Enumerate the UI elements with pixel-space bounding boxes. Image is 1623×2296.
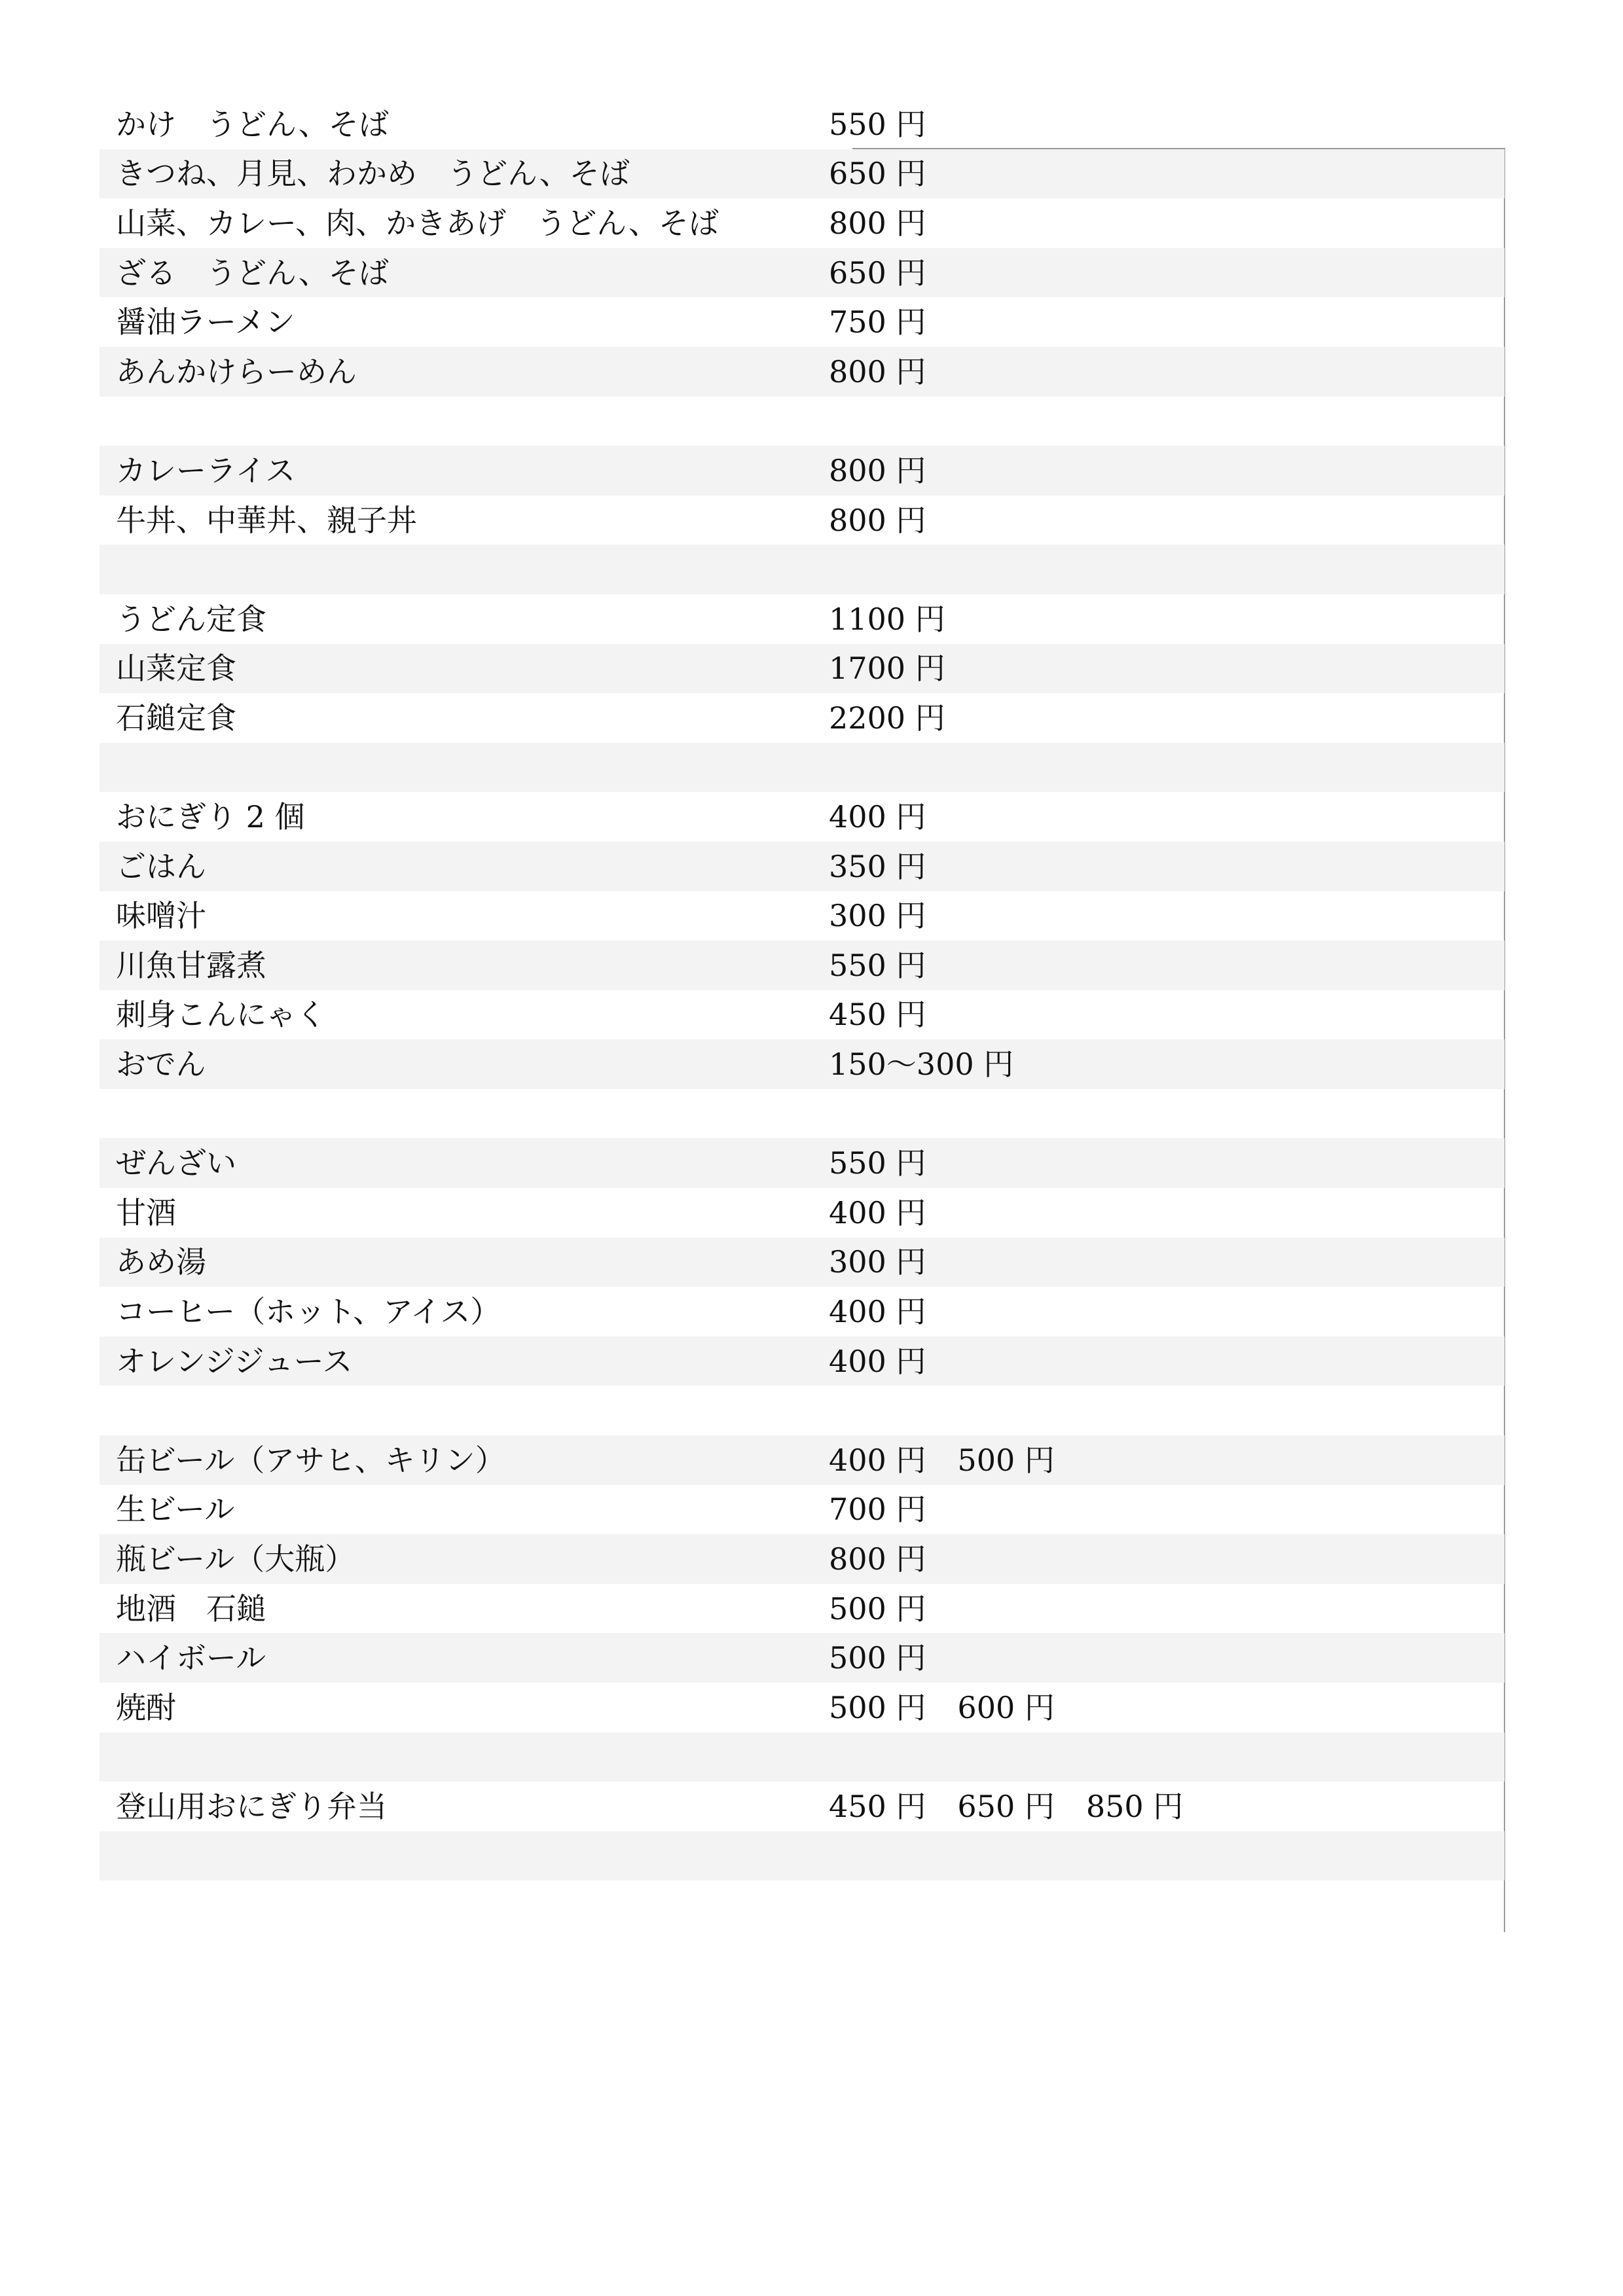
menu-item-price: 400 円 <box>829 1294 926 1330</box>
menu-item-name: ごはん <box>116 848 206 884</box>
menu-item-price: 650 円 <box>829 156 926 192</box>
menu-item-prices <box>829 1145 957 1181</box>
menu-item-name: 登山用おにぎり弁当 <box>116 1788 387 1824</box>
menu-item-name: 缶ビール（アサヒ、キリン） <box>116 1442 505 1478</box>
menu-blank-row <box>100 397 1504 446</box>
menu-item-prices <box>829 502 957 538</box>
menu-item-price: 550 円 <box>829 106 926 142</box>
menu-item-name: 牛丼、中華丼、親子丼 <box>116 502 417 538</box>
menu-blank-row <box>100 1831 1504 1881</box>
menu-item-price: 600 円 <box>957 1689 1055 1725</box>
menu-item-name: 生ビール <box>116 1492 235 1528</box>
menu-blank-row <box>100 1089 1504 1139</box>
menu-row <box>100 1683 1504 1732</box>
menu-row <box>100 99 1504 149</box>
menu-item-price: 700 円 <box>829 1492 926 1528</box>
menu-row <box>100 1534 1504 1584</box>
menu-item-price: 500 円 <box>829 1689 926 1725</box>
menu-row <box>100 1287 1504 1336</box>
menu-item-name: あめ湯 <box>116 1244 206 1280</box>
menu-row <box>100 842 1504 891</box>
menu-row <box>100 594 1504 644</box>
menu-item-prices <box>829 1343 957 1379</box>
menu-item-price: 1700 円 <box>829 651 945 687</box>
menu-item-name: 川魚甘露煮 <box>116 947 266 983</box>
menu-row <box>100 693 1504 743</box>
menu-item-price: 450 円 <box>829 1788 926 1824</box>
menu-item-price: 400 円 <box>829 1343 926 1379</box>
menu-item-prices <box>829 1047 1045 1083</box>
menu-item-price: 850 円 <box>1085 1788 1184 1824</box>
menu-item-price: 800 円 <box>829 353 926 389</box>
menu-item-name: 味噌汁 <box>116 898 206 934</box>
menu-item-prices <box>829 1640 957 1676</box>
menu-item-name: 焼酎 <box>116 1689 176 1725</box>
menu-item-name: かけ うどん、そば <box>116 106 389 142</box>
menu-row <box>100 644 1504 694</box>
menu-item-prices <box>829 353 957 389</box>
menu-item-price: 300 円 <box>829 898 926 934</box>
menu-item-price: 400 円 <box>829 1442 926 1478</box>
menu-item-price: 550 円 <box>829 1145 926 1181</box>
menu-row <box>100 1633 1504 1683</box>
menu-item-name: オレンジジュース <box>116 1343 353 1379</box>
menu-price-table <box>100 99 1504 1880</box>
menu-item-price: 800 円 <box>829 1541 926 1577</box>
menu-row <box>100 1584 1504 1634</box>
menu-item-name: カレーライス <box>116 452 296 488</box>
menu-item-price: 650 円 <box>957 1788 1055 1824</box>
menu-item-prices <box>829 848 957 884</box>
menu-item-prices <box>829 1492 957 1528</box>
menu-row <box>100 446 1504 495</box>
menu-item-prices <box>829 452 957 488</box>
menu-item-prices <box>829 997 957 1033</box>
menu-item-name: ざる うどん、そば <box>116 255 389 291</box>
menu-row <box>100 248 1504 298</box>
menu-row <box>100 1039 1504 1089</box>
menu-item-prices <box>829 1194 957 1230</box>
menu-item-name: 石鎚定食 <box>116 700 236 736</box>
menu-row <box>100 990 1504 1040</box>
menu-row <box>100 792 1504 842</box>
menu-item-prices <box>829 304 957 340</box>
menu-item-prices <box>829 1442 1086 1478</box>
menu-item-prices <box>829 799 957 835</box>
menu-item-price: 150～300 円 <box>829 1047 1014 1083</box>
menu-row <box>100 347 1504 397</box>
menu-item-price: 650 円 <box>829 255 926 291</box>
menu-item-price: 550 円 <box>829 947 926 983</box>
menu-item-prices <box>829 1294 957 1330</box>
menu-item-prices <box>829 106 957 142</box>
menu-item-price: 500 円 <box>957 1442 1055 1478</box>
menu-item-price: 400 円 <box>829 1194 926 1230</box>
menu-item-prices <box>829 156 957 192</box>
menu-item-prices <box>829 1788 1214 1824</box>
menu-item-name: きつね、月見、わかめ うどん、そば <box>116 156 630 192</box>
menu-item-name: ぜんざい <box>116 1145 236 1181</box>
menu-item-name: 甘酒 <box>116 1194 176 1230</box>
menu-item-price: 500 円 <box>829 1590 926 1626</box>
menu-row <box>100 198 1504 248</box>
menu-item-prices <box>829 1590 957 1626</box>
menu-item-name: 醤油ラーメン <box>116 304 295 340</box>
menu-item-price: 500 円 <box>829 1640 926 1676</box>
menu-item-name: 瓶ビール（大瓶） <box>116 1541 356 1577</box>
menu-item-prices <box>829 255 957 291</box>
menu-item-price: 2200 円 <box>829 700 945 736</box>
menu-item-price: 1100 円 <box>829 601 945 637</box>
menu-row <box>100 297 1504 347</box>
menu-item-price: 450 円 <box>829 997 926 1033</box>
menu-item-price: 750 円 <box>829 304 926 340</box>
menu-row <box>100 1485 1504 1535</box>
menu-blank-row <box>100 1732 1504 1782</box>
menu-item-prices <box>829 898 957 934</box>
menu-item-price: 800 円 <box>829 502 926 538</box>
menu-item-price: 800 円 <box>829 452 926 488</box>
menu-row <box>100 1782 1504 1831</box>
menu-row <box>100 1435 1504 1485</box>
menu-row <box>100 1238 1504 1287</box>
menu-item-name: うどん定食 <box>116 601 266 637</box>
menu-row <box>100 941 1504 990</box>
menu-row <box>100 1188 1504 1238</box>
menu-item-prices <box>829 651 977 687</box>
menu-item-name: あんかけらーめん <box>116 353 357 389</box>
menu-blank-row <box>100 743 1504 793</box>
menu-row <box>100 1138 1504 1188</box>
menu-item-name: おでん <box>116 1047 206 1083</box>
menu-item-name: 山菜定食 <box>116 651 236 687</box>
menu-row <box>100 891 1504 941</box>
menu-blank-row <box>100 1386 1504 1435</box>
menu-item-price: 800 円 <box>829 205 926 241</box>
menu-item-name: ハイボール <box>116 1640 266 1676</box>
menu-item-prices <box>829 601 977 637</box>
menu-row <box>100 1336 1504 1386</box>
menu-item-price: 400 円 <box>829 799 926 835</box>
menu-item-prices <box>829 947 957 983</box>
menu-item-name: コーヒー（ホット、アイス） <box>116 1294 501 1330</box>
menu-item-prices <box>829 700 977 736</box>
menu-item-prices <box>829 1541 957 1577</box>
menu-row <box>100 495 1504 545</box>
menu-row <box>100 149 1504 199</box>
menu-item-price: 350 円 <box>829 848 926 884</box>
menu-blank-row <box>100 545 1504 594</box>
menu-item-prices <box>829 205 957 241</box>
menu-item-prices <box>829 1689 1086 1725</box>
menu-item-name: おにぎり 2 個 <box>116 799 305 835</box>
menu-item-name: 刺身こんにゃく <box>116 997 327 1033</box>
menu-item-name: 山菜、カレー、肉、かきあげ うどん、そば <box>116 205 719 241</box>
menu-item-name: 地酒 石鎚 <box>116 1590 266 1626</box>
menu-item-prices <box>829 1244 957 1280</box>
menu-item-price: 300 円 <box>829 1244 926 1280</box>
